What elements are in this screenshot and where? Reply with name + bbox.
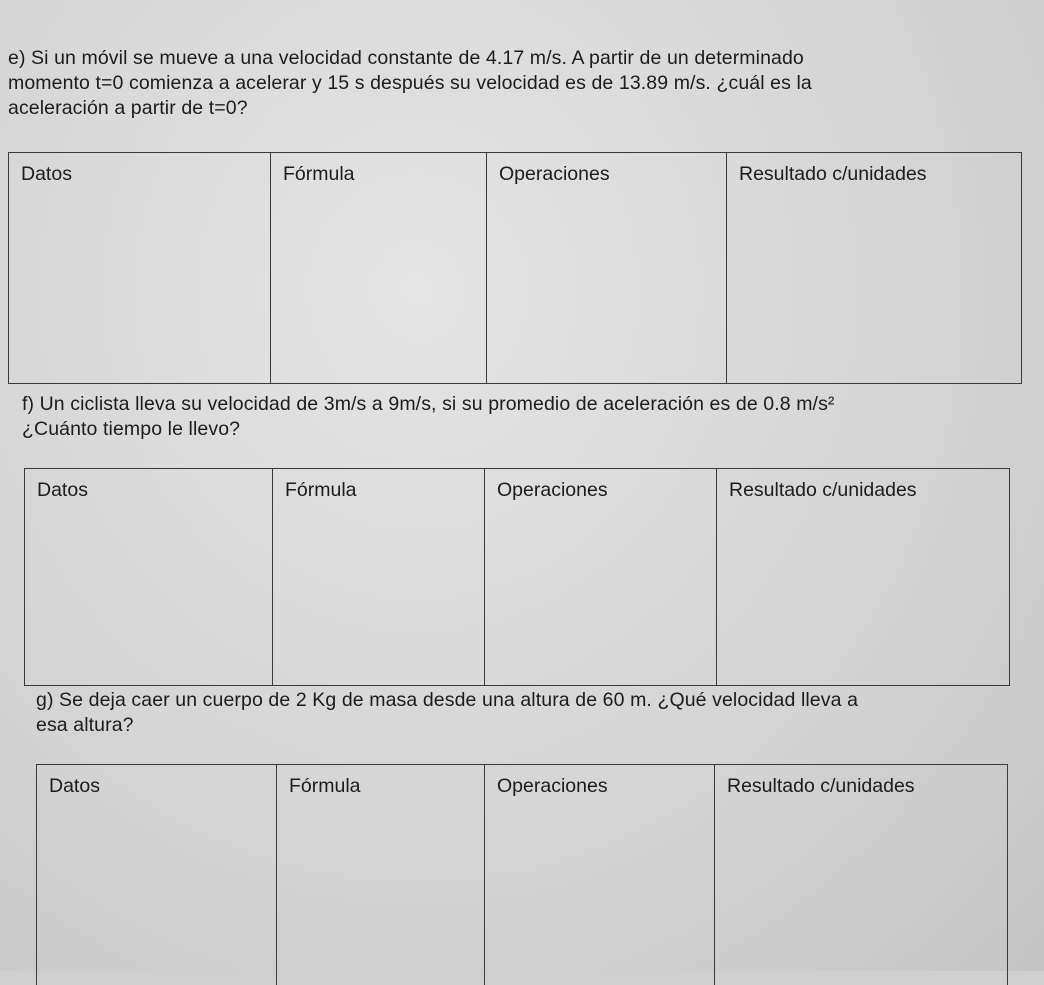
question-e <box>8 46 1038 121</box>
column-formula[interactable] <box>273 469 485 685</box>
column-resultado[interactable] <box>717 469 1009 685</box>
answer-table-g <box>36 764 1008 985</box>
column-datos[interactable] <box>25 469 273 685</box>
column-operaciones[interactable] <box>485 469 717 685</box>
header-datos: Datos <box>49 775 100 797</box>
question-e-line-1: e) Si un móvil se mueve a una velocidad constante de 4.17 m/s. A partir de un determinado <box>8 47 804 69</box>
header-formula: Fórmula <box>285 479 357 501</box>
column-operaciones[interactable] <box>485 765 715 985</box>
question-g-line-2: esa altura? <box>36 714 134 736</box>
header-resultado: Resultado c/unidades <box>739 163 927 185</box>
header-formula: Fórmula <box>283 163 355 185</box>
answer-table-f <box>24 468 1010 686</box>
header-datos: Datos <box>21 163 72 185</box>
column-formula[interactable] <box>271 153 487 383</box>
column-datos[interactable] <box>37 765 277 985</box>
header-resultado: Resultado c/unidades <box>729 479 917 501</box>
header-operaciones: Operaciones <box>497 479 608 501</box>
header-operaciones: Operaciones <box>499 163 610 185</box>
header-resultado: Resultado c/unidades <box>727 775 915 797</box>
header-datos: Datos <box>37 479 88 501</box>
question-g <box>36 688 1026 738</box>
column-operaciones[interactable] <box>487 153 727 383</box>
column-datos[interactable] <box>9 153 271 383</box>
header-operaciones: Operaciones <box>497 775 608 797</box>
question-g-line-1: g) Se deja caer un cuerpo de 2 Kg de masa desde una altura de 60 m. ¿Qué velocidad lleva a <box>36 689 859 711</box>
question-f-line-1: f) Un ciclista lleva su velocidad de 3m/s a 9m/s, si su promedio de aceleración es de 0.8 m/s² <box>22 393 835 415</box>
column-formula[interactable] <box>277 765 485 985</box>
column-resultado[interactable] <box>727 153 1021 383</box>
question-f <box>22 392 1032 442</box>
question-e-line-2: momento t=0 comienza a acelerar y 15 s después su velocidad es de 13.89 m/s. ¿cuál es la <box>8 72 812 94</box>
question-f-line-2: ¿Cuánto tiempo le llevo? <box>22 418 241 440</box>
column-resultado[interactable] <box>715 765 1007 985</box>
answer-table-e <box>8 152 1022 384</box>
header-formula: Fórmula <box>289 775 361 797</box>
question-e-line-3: aceleración a partir de t=0? <box>8 97 248 119</box>
